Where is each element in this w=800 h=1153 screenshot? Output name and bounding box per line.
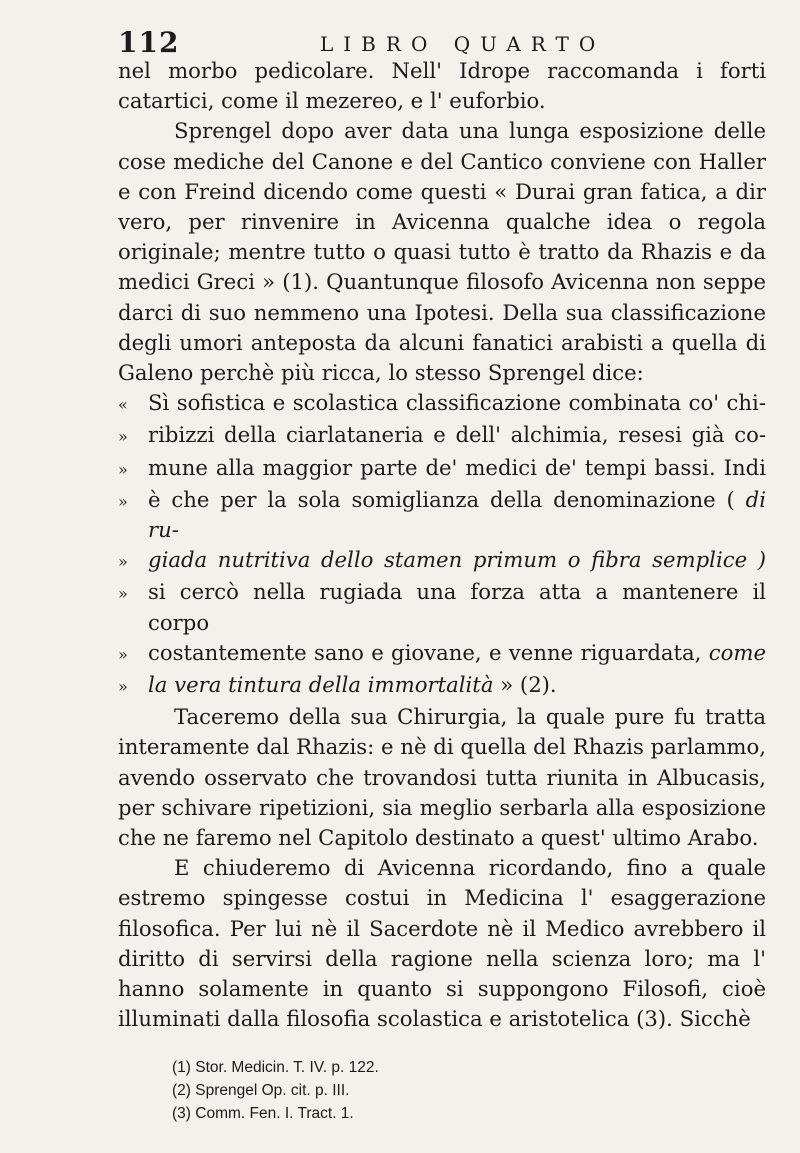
- quote-line: [118, 638, 766, 670]
- quote-text: mune alla maggior parte de' medici de' tempi bassi. Indi: [148, 454, 766, 480]
- block-quote: [118, 388, 766, 702]
- quote-text: ribizzi della ciarlataneria e dell' alchimia, resesi già co-: [148, 422, 766, 448]
- quote-mark: »: [118, 677, 128, 697]
- paragraph-4: E chiuderemo di Avicenna ricordando, fino a quale estremo spingesse costui in Medicina l' esaggerazione filosofica. Per lui nè il Sacerdote nè il Medico avrebbero il diritto di servirsi della ragione nella scienza loro; ma l' hanno solamente in quanto si suppongono Filosofi, cioè illuminati dalla filosofia scolastica e aristotelica (3). Sicchè: [118, 855, 766, 1032]
- quote-line: [118, 453, 766, 485]
- paragraph-2: Sprengel dopo aver data una lunga esposizione delle cose mediche del Canone e del Cantico conviene con Haller e con Freind dicendo come questi « Durai gran fatica, a dir vero, per rinvenire in Avicenna qualche idea o regola originale; mentre tutto o quasi tutto è tratto da Rhazis e da medici Greci » (1). Quantunque filosofo Avicenna non seppe darci di suo nemmeno una Ipotesi. Della sua classificazione degli umori anteposta da alcuni fanatici arabisti a quella di Galeno perchè più ricca, lo stesso Sprengel dice:: [118, 118, 766, 386]
- quote-line: [118, 670, 766, 702]
- quote-text: [148, 485, 766, 545]
- paragraph-1: nel morbo pedicolare. Nell' Idrope raccomanda i forti catartici, come il mezereo, e l' euforbio.: [118, 58, 766, 114]
- footnotes: [172, 1056, 379, 1125]
- quote-mark: »: [118, 644, 128, 664]
- quote-mark: »: [118, 491, 128, 511]
- quote-line: [118, 485, 766, 545]
- quote-text-roman: costantemente sano e giovane, e venne riguardata,: [148, 639, 702, 665]
- quote-text-italic: giada nutritiva dello stamen primum o fibra semplice ): [148, 547, 766, 573]
- footnote-2: (2) Sprengel Op. cit. p. III.: [172, 1082, 350, 1099]
- paragraph-3: Taceremo della sua Chirurgia, la quale pure fu tratta interamente dal Rhazis: e nè di quella del Rhazis parlammo, avendo osservato che trovandosi tutta riunita in Albucasis, per schivare ripetizioni, sia meglio serbarla alla esposizione che ne faremo nel Capitolo destinato a quest' ultimo Arabo.: [118, 704, 766, 851]
- quote-line: [118, 577, 766, 637]
- quote-mark: »: [118, 427, 128, 447]
- quote-text-italic: di ru-: [148, 486, 766, 543]
- quote-mark: »: [118, 459, 128, 479]
- quote-text-italic: la vera tintura della immortalità: [148, 672, 494, 698]
- quote-text-italic: come: [708, 639, 766, 665]
- footnote-3: (3) Comm. Fen. I. Tract. 1.: [172, 1105, 354, 1122]
- quote-text: Sì sofistica e scolastica classificazione combinata co' chi-: [148, 390, 766, 416]
- quote-line: [118, 545, 766, 577]
- footnote-1: (1) Stor. Medicin. T. IV. p. 122.: [172, 1059, 379, 1076]
- footnote-ref: (2).: [519, 672, 557, 698]
- quote-text: [148, 670, 766, 700]
- quote-line: [118, 388, 766, 420]
- quote-text: si cercò nella rugiada una forza atta a mantenere il corpo: [148, 579, 766, 635]
- quote-text-roman: è che per la sola somiglianza della denominazione (: [148, 486, 735, 512]
- body-text: [118, 56, 766, 1035]
- running-head: LIBRO QUARTO: [320, 32, 606, 56]
- quote-close-mark: »: [500, 672, 514, 698]
- page-number: 112: [118, 26, 180, 59]
- quote-mark: «: [118, 395, 128, 415]
- quote-line: [118, 420, 766, 452]
- quote-text: [148, 638, 766, 668]
- quote-mark: »: [118, 584, 128, 604]
- quote-mark: »: [118, 552, 128, 572]
